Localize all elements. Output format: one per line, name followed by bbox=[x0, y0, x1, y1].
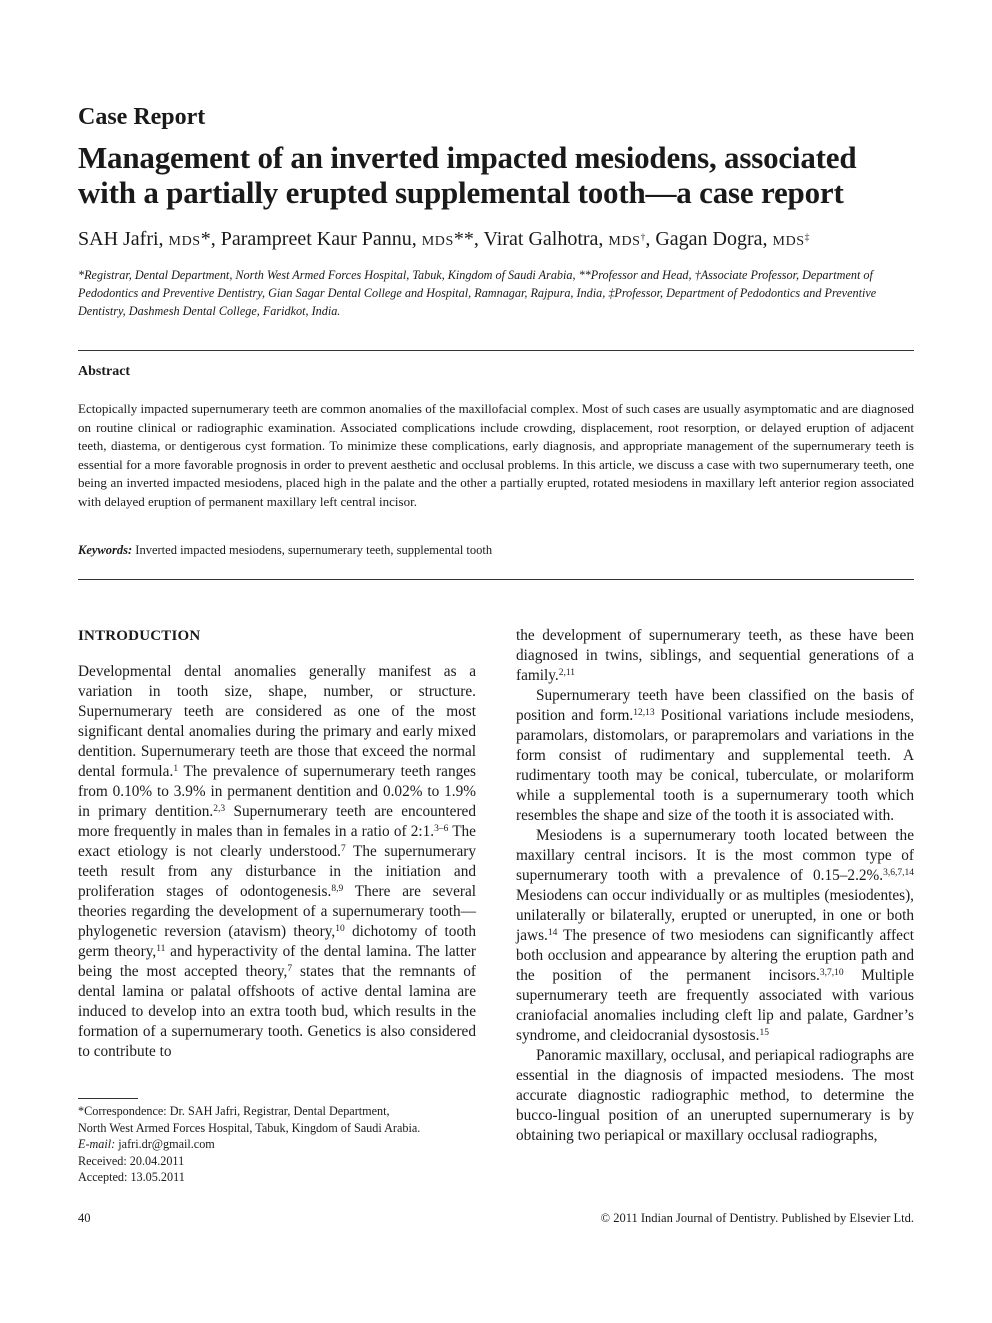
text-run: Panoramic maxillary, occlusal, and periapical radiographs are essential in the diagnosis of impacted mesiodens. The most accurate diagnostic radiographic method, to determine the bucco-lingual position of an unerupted supernumerary is by obtaining two periapical or maxillary occlusal radiographs, bbox=[516, 1047, 914, 1144]
article-title: Management of an inverted impacted mesiodens, associated with a partially erupted supplemental tooth—a case report bbox=[78, 140, 857, 210]
accepted-date: Accepted: 13.05.2011 bbox=[78, 1170, 185, 1184]
paragraph bbox=[516, 1046, 914, 1146]
abstract-bottom-rule bbox=[78, 579, 914, 580]
left-column bbox=[78, 626, 476, 1062]
footnote-rule bbox=[78, 1098, 138, 1099]
citation: 3,7,10 bbox=[819, 968, 844, 978]
author-degree: MDS bbox=[421, 234, 454, 249]
citation: 3–6 bbox=[434, 824, 449, 834]
author-name: , Virat Galhotra, bbox=[473, 228, 609, 250]
received-date: Received: 20.04.2011 bbox=[78, 1153, 185, 1168]
text-run: and hyperactivity of the dental lamina. The latter being the most accepted theory, bbox=[78, 943, 476, 980]
text-run: states that the remnants of dental lamina or palatal offshoots of active dental lamina are induced to develop into an extra tooth bud, which results in the formation of a supernumerary tooth. Genetics is also considered to contribute to bbox=[78, 963, 477, 1060]
affiliations: *Registrar, Dental Department, North West Armed Forces Hospital, Tabuk, Kingdom of Saudi Arabia, **Professor and Head, †Associate Professor, Department of Pedodontics and Preventive Dentistry, Gian Sagar Dental College and Hospital, Ramnagar, Rajpura, India, ‡Professor, Department of Pedodontics and Preventive Dentistry, Dashmesh Dental College, Faridkot, India. bbox=[78, 268, 877, 318]
text-run: Developmental dental anomalies generally manifest as a variation in tooth size, shape, number, or structure. Supernumerary teeth are considered as one of the most significant dental anomalies during the primary and early mixed dentition. Supernumerary teeth are those that exceed the normal dental formula. bbox=[78, 663, 476, 780]
author-name: , Parampreet Kaur Pannu, bbox=[210, 228, 422, 250]
citation: 7 bbox=[287, 964, 293, 974]
citation: 12,13 bbox=[633, 708, 655, 718]
text-run: There are several theories regarding the development of a supernumerary tooth—phylogenetic reversion (atavism) theory, bbox=[78, 883, 476, 940]
citation: 7 bbox=[341, 844, 346, 854]
section-label: Case Report bbox=[78, 104, 206, 130]
text-run: The exact etiology is not clearly understood. bbox=[78, 823, 476, 860]
text-run: Supernumerary teeth have been classified on the basis of position and form. bbox=[516, 687, 914, 724]
text-run: dichotomy of tooth germ theory, bbox=[78, 923, 477, 960]
text-run: the development of supernumerary teeth, as these have been diagnosed in twins, siblings, and sequential generations of a family. bbox=[516, 627, 914, 684]
author-mark: ** bbox=[453, 228, 474, 250]
paragraph bbox=[516, 626, 914, 686]
text-run: Supernumerary teeth are encountered more frequently in males than in females in a ratio of 2:1. bbox=[78, 803, 476, 840]
author-name: SAH Jafri, bbox=[78, 228, 169, 250]
paragraph bbox=[516, 826, 914, 1046]
email-label: E-mail: bbox=[78, 1137, 116, 1151]
citation: 8,9 bbox=[331, 884, 344, 894]
text-run: The supernumerary teeth result from any disturbance in the initiation and proliferation stages of odontogenesis. bbox=[78, 843, 476, 900]
page-number: 40 bbox=[78, 1211, 91, 1225]
correspondence-line: *Correspondence: Dr. SAH Jafri, Registrar, Dental Department, bbox=[78, 1104, 390, 1118]
copyright-notice: © 2011 Indian Journal of Dentistry. Published by Elsevier Ltd. bbox=[600, 1211, 914, 1225]
right-column bbox=[516, 626, 914, 1146]
text-run: Mesiodens is a supernumerary tooth located between the maxillary central incisors. It is the most common type of supernumerary tooth with a prevalence of 0.15–2.2%. bbox=[516, 827, 914, 884]
citation: 1 bbox=[173, 764, 179, 774]
abstract-top-rule bbox=[78, 350, 914, 351]
keywords bbox=[78, 543, 492, 558]
text-run: Positional variations include mesiodens, paramolars, distomolars, or parapremolars and variations in the form consist of rudimentary and supplemental teeth. A rudimentary tooth may be conical, tuberculate, or molariform while a supplemental tooth is a supernumerary tooth which resembles the shape and size of the tooth it is associated with. bbox=[516, 707, 914, 824]
section-heading: INTRODUCTION bbox=[78, 628, 201, 644]
keywords-label: Keywords: bbox=[78, 543, 133, 557]
citation: 2,11 bbox=[558, 668, 576, 678]
author-mark: † bbox=[640, 233, 646, 243]
author-mark: ‡ bbox=[804, 233, 810, 243]
author-name: , Gagan Dogra, bbox=[645, 228, 773, 250]
citation: 10 bbox=[335, 924, 345, 934]
email-address[interactable]: jafri.dr@gmail.com bbox=[115, 1137, 215, 1151]
citation: 15 bbox=[759, 1028, 769, 1038]
author-list bbox=[78, 228, 809, 251]
paragraph bbox=[516, 686, 914, 826]
author-degree: MDS bbox=[168, 234, 201, 249]
abstract-body: Ectopically impacted supernumerary teeth are common anomalies of the maxillofacial complex. Most of such cases are usually asymptomatic and are diagnosed on routine clinical or radiographic examination. Associated complications include crowding, displacement, root resorption, or delayed eruption of adjacent teeth, diastema, or dentigerous cyst formation. To minimize these complications, early diagnosis, and appropriate management of the supernumerary teeth is essential for a more favorable prognosis in order to prevent aesthetic and occlusal problems. In this article, we discuss a case with two supernumerary teeth, one being an inverted impacted mesiodens, placed high in the palate and the other a partially erupted, rotated mesiodens in maxillary left anterior region associated with delayed eruption of permanent maxillary left central incisor. bbox=[78, 401, 914, 509]
text-run: Multiple supernumerary teeth are frequently associated with various craniofacial anomalies including cleft lip and palate, Gardner’s syndrome, and cleidocranial dysostosis. bbox=[516, 967, 914, 1044]
citation: 11 bbox=[156, 944, 166, 954]
correspondence-footnote bbox=[78, 1103, 498, 1186]
text-run: The prevalence of supernumerary teeth ranges from 0.10% to 3.9% in permanent dentition and 0.02% to 1.9% in primary dentition. bbox=[78, 763, 477, 820]
text-run: The presence of two mesiodens can significantly affect both occlusion and appearance by altering the eruption path and the position of the permanent incisors. bbox=[516, 927, 914, 984]
citation: 14 bbox=[547, 928, 558, 938]
citation: 3,6,7,14 bbox=[883, 868, 914, 878]
author-degree: MDS bbox=[608, 234, 641, 249]
text-run: Mesiodens can occur individually or as multiples (mesiodentes), unilaterally or bilaterally, erupted or unerupted, in one or both jaws. bbox=[516, 887, 914, 944]
keywords-text: Inverted impacted mesiodens, supernumerary teeth, supplemental tooth bbox=[135, 543, 493, 557]
email-line bbox=[78, 1136, 498, 1153]
abstract-heading: Abstract bbox=[78, 364, 131, 379]
author-mark: * bbox=[200, 228, 211, 250]
correspondence-line: North West Armed Forces Hospital, Tabuk, Kingdom of Saudi Arabia. bbox=[78, 1120, 421, 1135]
citation: 2,3 bbox=[213, 804, 226, 814]
paragraph bbox=[78, 662, 476, 1062]
author-degree: MDS bbox=[772, 234, 805, 249]
